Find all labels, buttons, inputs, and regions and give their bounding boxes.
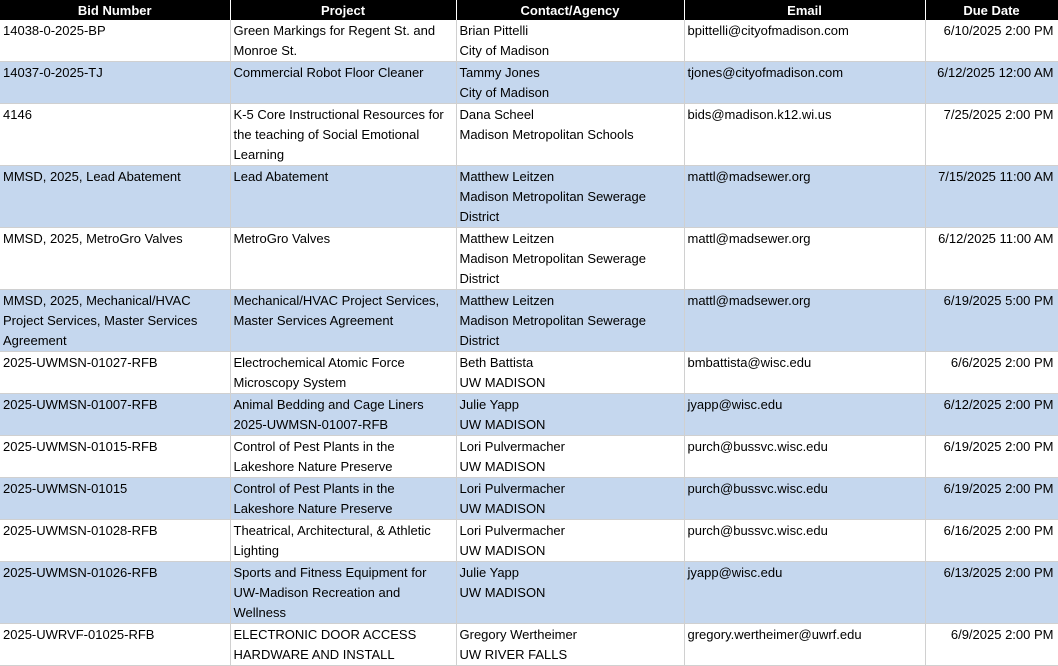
contact-name: Gregory Wertheimer [459,627,578,642]
contact-name: Matthew Leitzen [459,169,555,184]
agency-name: Madison Metropolitan Sewerage District [459,251,646,286]
contact-agency-cell[interactable] [456,520,684,562]
email-cell[interactable]: purch@bussvc.wisc.edu [684,436,925,478]
agency-name: Madison Metropolitan Schools [459,127,634,142]
contact-agency-cell[interactable] [456,562,684,624]
header-project[interactable]: Project [230,0,456,20]
contact-name: Matthew Leitzen [459,293,555,308]
project-cell[interactable]: ELECTRONIC DOOR ACCESS HARDWARE AND INSTALL [230,624,456,666]
project-cell[interactable]: MetroGro Valves [230,228,456,290]
email-cell[interactable]: mattl@madsewer.org [684,166,925,228]
contact-agency-cell[interactable] [456,62,684,104]
bid-number-cell[interactable]: 2025-UWMSN-01028-RFB [0,520,230,562]
contact-name: Lori Pulvermacher [459,439,565,454]
agency-name: UW MADISON [459,585,546,600]
email-cell[interactable]: purch@bussvc.wisc.edu [684,520,925,562]
project-cell[interactable]: Animal Bedding and Cage Liners 2025-UWMSN-01007-RFB [230,394,456,436]
header-contact-agency[interactable]: Contact/Agency [456,0,684,20]
email-cell[interactable]: bids@madison.k12.wi.us [684,104,925,166]
header-bid-number[interactable]: Bid Number [0,0,230,20]
due-date-cell[interactable]: 6/19/2025 2:00 PM [925,436,1058,478]
due-date-cell[interactable]: 6/6/2025 2:00 PM [925,352,1058,394]
bid-number-cell[interactable]: 4146 [0,104,230,166]
contact-agency-cell[interactable] [456,20,684,62]
contact-name: Lori Pulvermacher [459,481,565,496]
due-date-cell[interactable]: 6/19/2025 2:00 PM [925,478,1058,520]
project-cell[interactable]: Sports and Fitness Equipment for UW-Madison Recreation and Wellness [230,562,456,624]
agency-name: Madison Metropolitan Sewerage District [459,313,646,348]
project-cell[interactable]: K-5 Core Instructional Resources for the teaching of Social Emotional Learning [230,104,456,166]
table-row [0,520,1058,562]
table-row [0,20,1058,62]
bid-number-cell[interactable]: MMSD, 2025, MetroGro Valves [0,228,230,290]
bid-number-cell[interactable]: 2025-UWMSN-01007-RFB [0,394,230,436]
project-cell[interactable]: Theatrical, Architectural, & Athletic Lighting [230,520,456,562]
header-due-date[interactable]: Due Date [925,0,1058,20]
contact-name: Julie Yapp [459,397,520,412]
due-date-cell[interactable]: 6/12/2025 2:00 PM [925,394,1058,436]
table-row [0,166,1058,228]
table-row [0,394,1058,436]
contact-agency-cell[interactable] [456,166,684,228]
agency-name: UW MADISON [459,501,546,516]
contact-agency-cell[interactable] [456,436,684,478]
bid-number-cell[interactable]: 14038-0-2025-BP [0,20,230,62]
project-cell[interactable]: Control of Pest Plants in the Lakeshore Nature Preserve [230,436,456,478]
project-cell[interactable]: Mechanical/HVAC Project Services, Master Services Agreement [230,290,456,352]
table-row [0,478,1058,520]
contact-name: Tammy Jones [459,65,540,80]
project-cell[interactable]: Commercial Robot Floor Cleaner [230,62,456,104]
due-date-cell[interactable]: 6/12/2025 12:00 AM [925,62,1058,104]
agency-name: City of Madison [459,43,550,58]
contact-agency-cell[interactable] [456,478,684,520]
due-date-cell[interactable]: 7/15/2025 11:00 AM [925,166,1058,228]
table-row [0,290,1058,352]
email-cell[interactable]: bmbattista@wisc.edu [684,352,925,394]
due-date-cell[interactable]: 6/10/2025 2:00 PM [925,20,1058,62]
contact-name: Matthew Leitzen [459,231,555,246]
email-cell[interactable]: purch@bussvc.wisc.edu [684,478,925,520]
contact-name: Dana Scheel [459,107,534,122]
email-cell[interactable]: mattl@madsewer.org [684,290,925,352]
email-cell[interactable]: tjones@cityofmadison.com [684,62,925,104]
bid-number-cell[interactable]: MMSD, 2025, Mechanical/HVAC Project Services, Master Services Agreement [0,290,230,352]
bid-number-cell[interactable]: 2025-UWMSN-01015-RFB [0,436,230,478]
project-cell[interactable]: Lead Abatement [230,166,456,228]
contact-agency-cell[interactable] [456,104,684,166]
agency-name: UW MADISON [459,417,546,432]
table-row [0,62,1058,104]
email-cell[interactable]: jyapp@wisc.edu [684,394,925,436]
table-row [0,562,1058,624]
bid-number-cell[interactable]: 2025-UWRVF-01025-RFB [0,624,230,666]
due-date-cell[interactable]: 6/16/2025 2:00 PM [925,520,1058,562]
due-date-cell[interactable]: 7/25/2025 2:00 PM [925,104,1058,166]
contact-name: Lori Pulvermacher [459,523,565,538]
table-row [0,104,1058,166]
contact-agency-cell[interactable] [456,228,684,290]
contact-agency-cell[interactable] [456,352,684,394]
due-date-cell[interactable]: 6/12/2025 11:00 AM [925,228,1058,290]
bid-number-cell[interactable]: 14037-0-2025-TJ [0,62,230,104]
contact-agency-cell[interactable] [456,394,684,436]
table-row [0,436,1058,478]
project-cell[interactable]: Control of Pest Plants in the Lakeshore Nature Preserve [230,478,456,520]
agency-name: UW MADISON [459,459,546,474]
due-date-cell[interactable]: 6/19/2025 5:00 PM [925,290,1058,352]
agency-name: UW RIVER FALLS [459,647,568,662]
email-cell[interactable]: bpittelli@cityofmadison.com [684,20,925,62]
contact-agency-cell[interactable] [456,624,684,666]
table-row [0,352,1058,394]
due-date-cell[interactable]: 6/9/2025 2:00 PM [925,624,1058,666]
bid-number-cell[interactable]: 2025-UWMSN-01015 [0,478,230,520]
contact-name: Julie Yapp [459,565,520,580]
email-cell[interactable]: jyapp@wisc.edu [684,562,925,624]
project-cell[interactable]: Green Markings for Regent St. and Monroe St. [230,20,456,62]
table-row [0,228,1058,290]
email-cell[interactable]: mattl@madsewer.org [684,228,925,290]
agency-name: UW MADISON [459,375,546,390]
agency-name: UW MADISON [459,543,546,558]
contact-name: Brian Pittelli [459,23,529,38]
contact-agency-cell[interactable] [456,290,684,352]
table-row [0,624,1058,666]
contact-name: Beth Battista [459,355,534,370]
bid-number-cell[interactable]: 2025-UWMSN-01027-RFB [0,352,230,394]
email-cell[interactable]: gregory.wertheimer@uwrf.edu [684,624,925,666]
due-date-cell[interactable]: 6/13/2025 2:00 PM [925,562,1058,624]
project-cell[interactable]: Electrochemical Atomic Force Microscopy System [230,352,456,394]
agency-name: City of Madison [459,85,550,100]
header-email[interactable]: Email [684,0,925,20]
header-row [0,0,1058,20]
agency-name: Madison Metropolitan Sewerage District [459,189,646,224]
bid-number-cell[interactable]: 2025-UWMSN-01026-RFB [0,562,230,624]
bid-number-cell[interactable]: MMSD, 2025, Lead Abatement [0,166,230,228]
